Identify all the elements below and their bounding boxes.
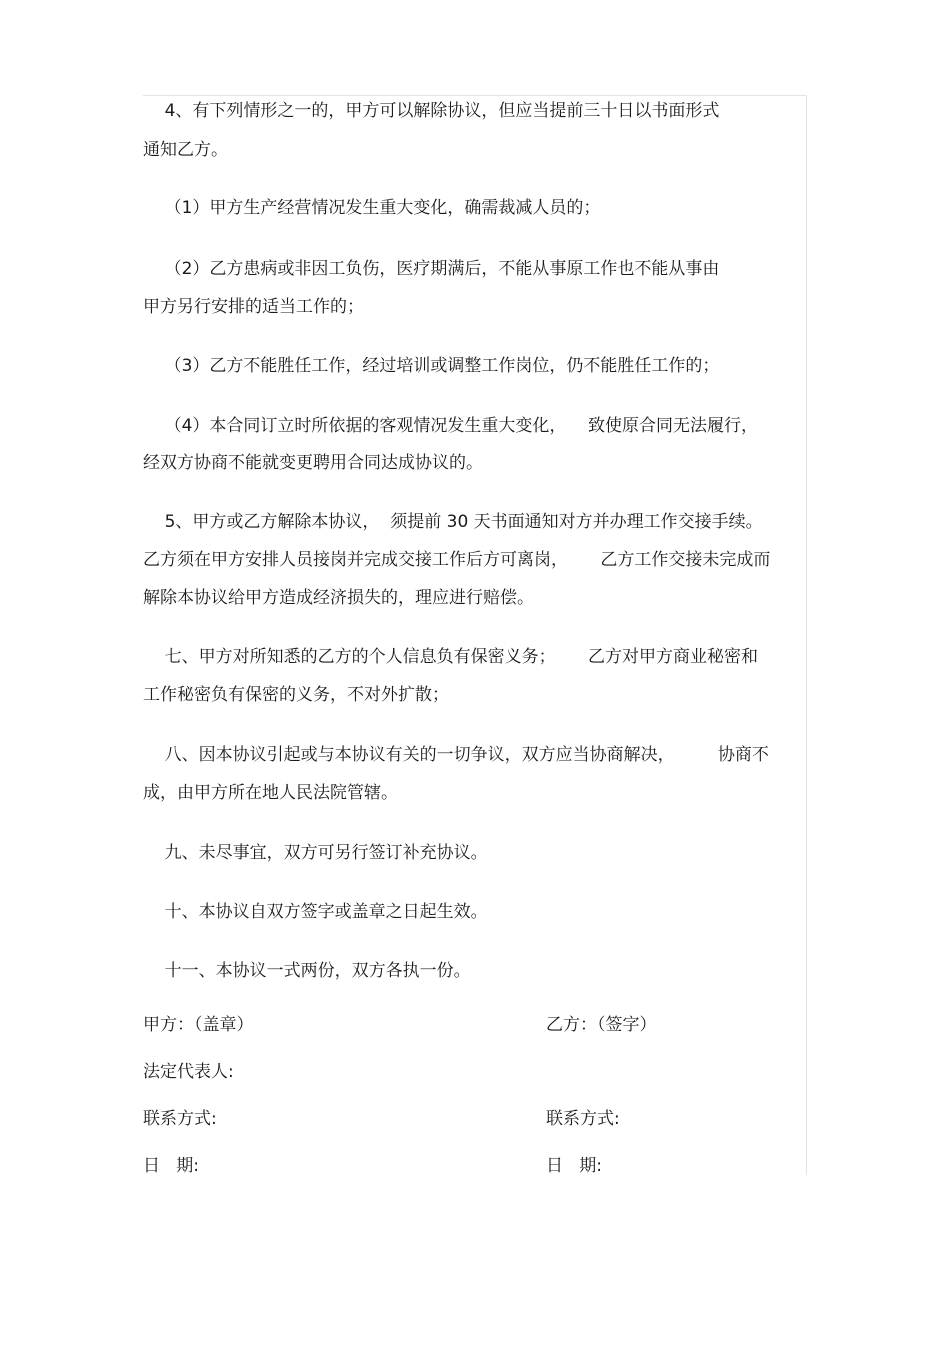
clause-7-line-2: 工作秘密负有保密的义务，不对外扩散； [143,685,449,705]
clause-4-line-1: 4、有下列情形之一的，甲方可以解除协议，但应当提前三十日以书面形式 [143,101,720,121]
party-b-contact-label: 联系方式: [546,1109,620,1129]
clause-8-line-1: 八、因本协议引起或与本协议有关的一切争议，双方应当协商解决， 协商不 [143,745,769,765]
clause-4-item-4-line-2: 经双方协商不能就变更聘用合同达成协议的。 [143,453,483,473]
clause-5-line-3: 解除本协议给甲方造成经济损失的，理应进行赔偿。 [143,588,534,608]
clause-8-line-2: 成，由甲方所在地人民法院管辖。 [143,783,398,803]
clause-4-item-2-line-1: （2）乙方患病或非因工负伤，医疗期满后，不能从事原工作也不能从事由 [143,259,720,279]
party-b-date-label: 日 期: [546,1156,602,1176]
clause-9: 九、未尽事宜，双方可另行签订补充协议。 [143,843,488,863]
clause-4-item-3: （3）乙方不能胜任工作，经过培训或调整工作岗位，仍不能胜任工作的； [143,356,720,376]
party-a-seal-label: 甲方：（盖章） [143,1015,254,1035]
clause-7-line-1: 七、甲方对所知悉的乙方的个人信息负有保密义务； 乙方对甲方商业秘密和 [143,647,759,667]
party-a-contact-label: 联系方式: [143,1109,217,1129]
party-a-date-label: 日 期: [143,1156,199,1176]
clause-11: 十一、本协议一式两份，双方各执一份。 [143,961,471,981]
clause-5-line-2: 乙方须在甲方安排人员接岗并完成交接工作后方可离岗， 乙方工作交接未完成而 [143,550,771,570]
page-border-top [143,95,807,96]
clause-4-line-2: 通知乙方。 [143,140,228,160]
page-border-right [806,95,807,1175]
clause-4-item-4-line-1: （4）本合同订立时所依据的客观情况发生重大变化， 致使原合同无法履行， [143,416,759,436]
party-b-signature-label: 乙方：（签字） [546,1015,657,1035]
legal-representative-label: 法定代表人: [143,1062,234,1082]
clause-4-item-1: （1）甲方生产经营情况发生重大变化，确需裁减人员的； [143,198,601,218]
clause-10: 十、本协议自双方签字或盖章之日起生效。 [143,902,488,922]
clause-5-line-1: 5、甲方或乙方解除本协议， 须提前 30 天书面通知对方并办理工作交接手续。 [143,512,763,532]
clause-4-item-2-line-2: 甲方另行安排的适当工作的； [143,297,364,317]
